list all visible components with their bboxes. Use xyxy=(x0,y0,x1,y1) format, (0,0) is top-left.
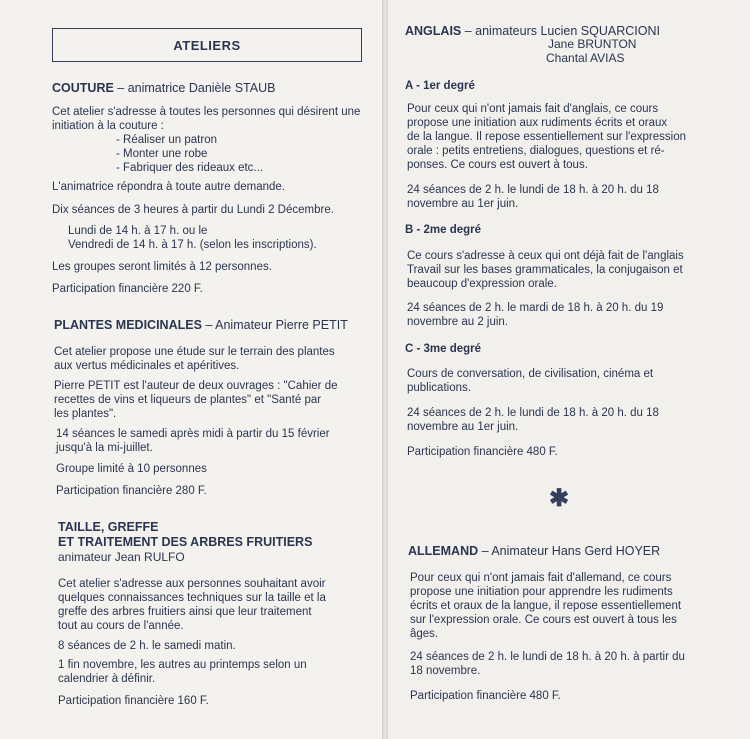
plantes-price: Participation financière 280 F. xyxy=(56,485,207,497)
allemand-text: écrits et oraux de la langue, il repose essentiellement xyxy=(410,600,682,612)
plantes-text: aux vertus médicinales et apéritives. xyxy=(54,360,240,372)
taille-text: greffe des arbres fruitiers ainsi que leur traitement xyxy=(58,606,312,618)
taille-heading: TAILLE, GREFFE xyxy=(58,520,159,534)
allemand-text: propose une initiation pour apprendre les rudiments xyxy=(410,586,673,598)
anglais-b-text: Ce cours s'adresse à ceux qui ont déjà fait de l'anglais xyxy=(407,250,684,262)
couture-schedule: Lundi de 14 h. à 17 h. ou le xyxy=(68,225,208,237)
taille-heading: ET TRAITEMENT DES ARBRES FRUITIERS xyxy=(58,535,313,549)
taille-animator: animateur Jean RULFO xyxy=(58,550,185,564)
plantes-text: 14 séances le samedi après midi à partir du 15 février xyxy=(56,428,330,440)
anglais-b-schedule: 24 séances de 2 h. le mardi de 18 h. à 20 h. du 19 xyxy=(407,302,664,314)
allemand-price: Participation financière 480 F. xyxy=(410,690,561,702)
star-ornament-icon: ✱ xyxy=(549,485,570,512)
anglais-c-text: publications. xyxy=(407,382,471,394)
allemand-schedule: 24 séances de 2 h. le lundi de 18 h. à 20 h. à partir du xyxy=(410,651,685,663)
couture-heading: COUTURE – animatrice Danièle STAUB xyxy=(52,81,276,95)
anglais-a-schedule: 24 séances de 2 h. le lundi de 18 h. à 20 h. du 18 xyxy=(407,184,659,196)
anglais-a-schedule: novembre au 1er juin. xyxy=(407,198,519,210)
couture-text: initiation à la couture : xyxy=(52,120,164,132)
anglais-c-schedule: 24 séances de 2 h. le lundi de 18 h. à 20 h. du 18 xyxy=(407,407,659,419)
anglais-a-text: ponses. Ce cours est ouvert à tous. xyxy=(407,159,588,171)
anglais-a-text: Pour ceux qui n'ont jamais fait d'anglais, ce cours xyxy=(407,103,659,115)
couture-text: Les groupes seront limités à 12 personnes. xyxy=(52,261,272,273)
taille-price: Participation financière 160 F. xyxy=(58,695,209,707)
allemand-text: sur l'expression orale. Ce cours est ouvert à tous les xyxy=(410,614,677,626)
anglais-b-text: beaucoup d'expression orale. xyxy=(407,278,557,290)
anglais-price: Participation financière 480 F. xyxy=(407,446,558,458)
anglais-heading: ANGLAIS – animateurs Lucien SQUARCIONI xyxy=(405,24,660,38)
anglais-animator: Chantal AVIAS xyxy=(546,51,625,65)
allemand-text: âges. xyxy=(410,628,439,640)
plantes-heading: PLANTES MEDICINALES – Animateur Pierre PETIT xyxy=(54,318,348,332)
couture-text: L'animatrice répondra à toute autre demande. xyxy=(52,181,285,193)
anglais-a-heading: A - 1er degré xyxy=(405,80,475,92)
couture-list-item: - Monter une robe xyxy=(116,148,208,160)
anglais-a-text: propose une initiation aux rudiments écrits et oraux xyxy=(407,117,668,129)
couture-list-item: - Fabriquer des rideaux etc... xyxy=(116,162,264,174)
taille-text: calendrier à définir. xyxy=(58,673,156,685)
anglais-b-heading: B - 2me degré xyxy=(405,224,482,236)
taille-text: 8 séances de 2 h. le samedi matin. xyxy=(58,640,236,652)
allemand-heading: ALLEMAND – Animateur Hans Gerd HOYER xyxy=(408,544,661,558)
ateliers-title-box xyxy=(52,28,362,62)
plantes-text: Cet atelier propose une étude sur le terrain des plantes xyxy=(54,346,335,358)
couture-text: Cet atelier s'adresse à toutes les personnes qui désirent une xyxy=(52,106,361,118)
anglais-b-text: Travail sur les bases grammaticales, la conjugaison et xyxy=(407,264,683,276)
anglais-c-schedule: novembre au 1er juin. xyxy=(407,421,519,433)
anglais-c-text: Cours de conversation, de civilisation, cinéma et xyxy=(407,368,654,380)
couture-text: Dix séances de 3 heures à partir du Lundi 2 Décembre. xyxy=(52,204,334,216)
allemand-text: Pour ceux qui n'ont jamais fait d'allemand, ce cours xyxy=(410,572,672,584)
plantes-text: Groupe limité à 10 personnes xyxy=(56,463,207,475)
plantes-text: les plantes". xyxy=(54,408,117,420)
taille-text: tout au cours de l'année. xyxy=(58,620,184,632)
anglais-a-text: orale : petits entretiens, dialogues, questions et ré- xyxy=(407,145,665,157)
couture-price: Participation financière 220 F. xyxy=(52,283,203,295)
anglais-c-heading: C - 3me degré xyxy=(405,343,482,355)
ateliers-title: ATELIERS xyxy=(173,37,241,53)
couture-schedule: Vendredi de 14 h. à 17 h. (selon les inscriptions). xyxy=(68,239,317,251)
anglais-a-text: de la langue. Il repose essentiellement sur l'expression xyxy=(407,131,686,143)
anglais-b-schedule: novembre au 2 juin. xyxy=(407,316,509,328)
taille-text: Cet atelier s'adresse aux personnes souhaitant avoir xyxy=(58,578,326,590)
taille-text: quelques connaissances techniques sur la taille et la xyxy=(58,592,326,604)
plantes-text: recettes de vins et liqueurs de plantes" et "Santé par xyxy=(54,394,322,406)
plantes-text: Pierre PETIT est l'auteur de deux ouvrages : "Cahier de xyxy=(54,380,338,392)
plantes-text: jusqu'à la mi-juillet. xyxy=(56,442,153,454)
allemand-schedule: 18 novembre. xyxy=(410,665,481,677)
couture-list-item: - Réaliser un patron xyxy=(116,134,217,146)
taille-text: 1 fin novembre, les autres au printemps selon un xyxy=(58,659,307,671)
anglais-animator: Jane BRUNTON xyxy=(548,37,637,51)
